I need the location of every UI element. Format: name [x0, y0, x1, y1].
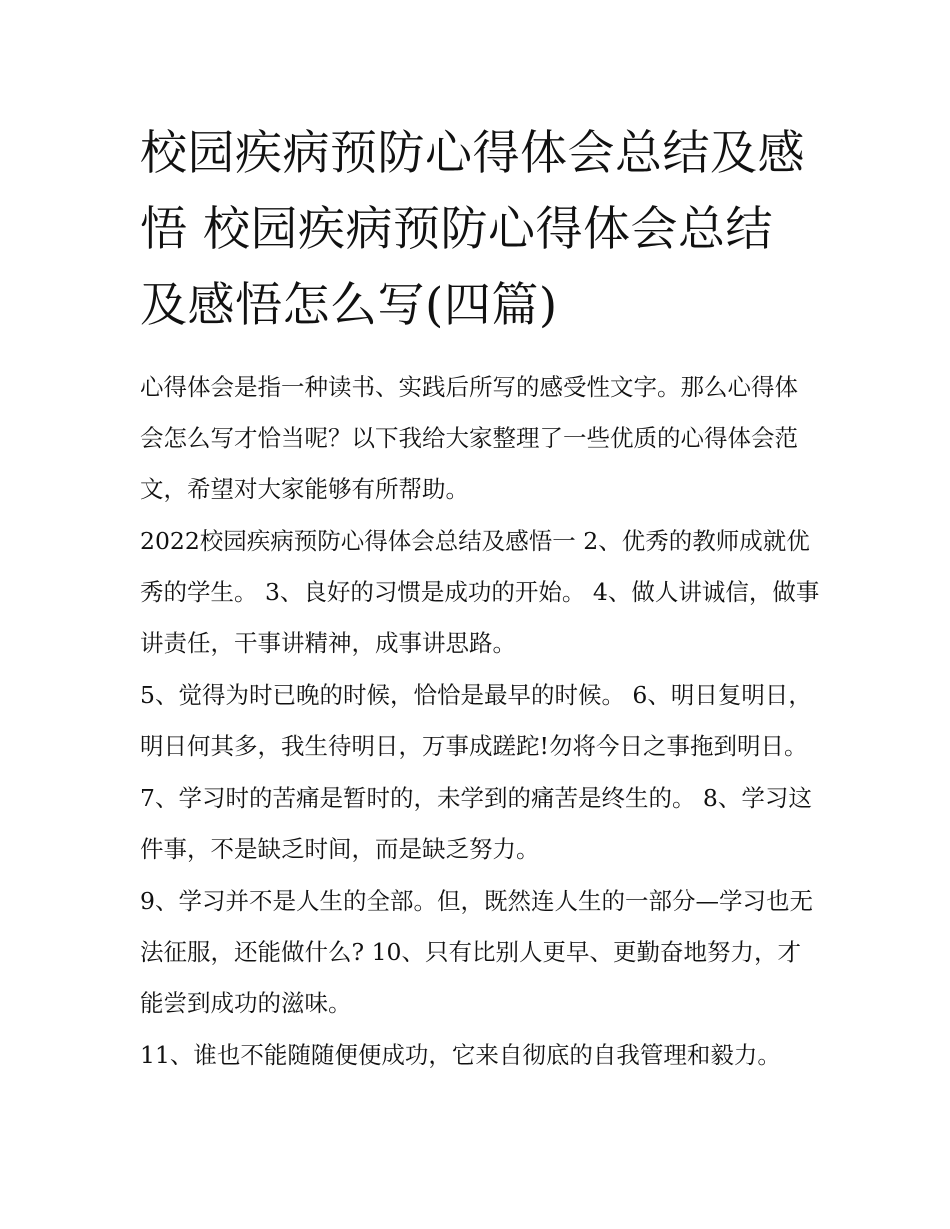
- body-paragraph: 5、觉得为时已晚的时候，恰恰是最早的时候。 6、明日复明日，明日何其多，我生待明日，万事成蹉跎!勿将今日之事拖到明日。: [140, 681, 812, 760]
- body-paragraph: 11、谁也不能随随便便成功，它来自彻底的自我管理和毅力。: [140, 1041, 781, 1069]
- document-title: 校园疾病预防心得体会总结及感悟 校园疾病预防心得体会总结及感悟怎么写(四篇): [140, 126, 805, 333]
- body-paragraph: 2022校园疾病预防心得体会总结及感悟一 2、优秀的教师成就优秀的学生。 3、良好的习惯是成功的开始。 4、做人讲诚信，做事讲责任，干事讲精神，成事讲思路。: [140, 527, 820, 657]
- document-page: [140, 116, 820, 1082]
- intro-paragraph: 心得体会是指一种读书、实践后所写的感受性文字。那么心得体会怎么写才恰当呢？以下我给大家整理了一些优质的心得体会范文，希望对大家能够有所帮助。: [140, 373, 798, 503]
- body-paragraph: 7、学习时的苦痛是暂时的，未学到的痛苦是终生的。 8、学习这件事，不是缺乏时间，而是缺乏努力。: [140, 784, 812, 863]
- body-paragraph: 9、学习并不是人生的全部。但，既然连人生的一部分—学习也无法征服，还能做什么? 10、只有比别人更早、更勤奋地努力，才能尝到成功的滋味。: [140, 887, 813, 1017]
